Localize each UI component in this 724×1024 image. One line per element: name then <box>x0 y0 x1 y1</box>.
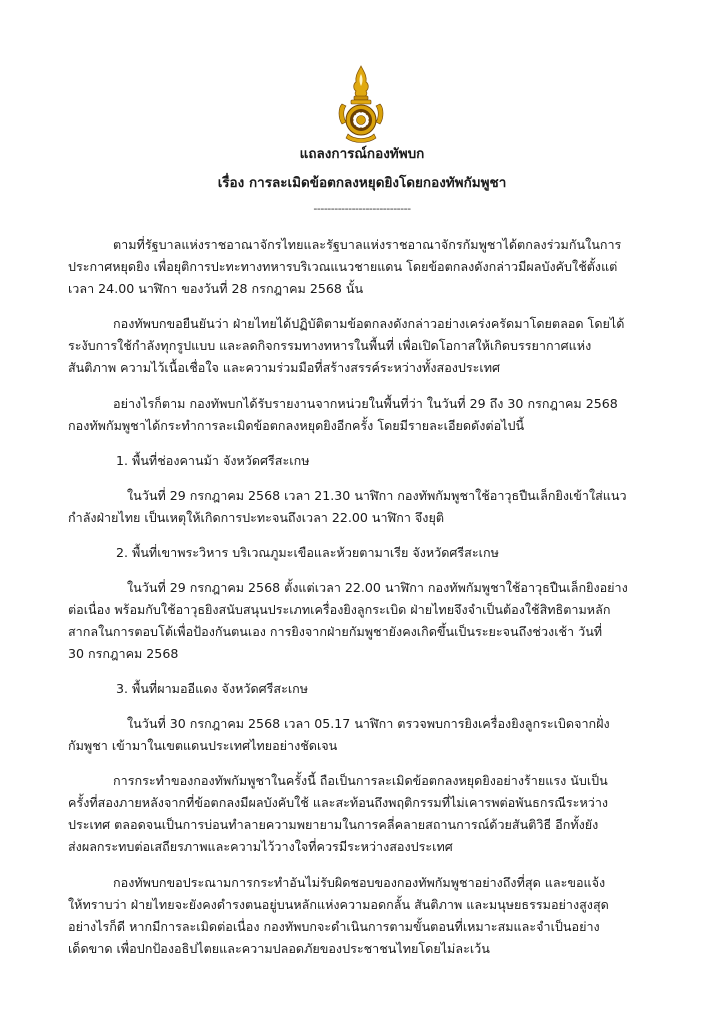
paragraph-line: เวลา 24.00 นาฬิกา ของวันที่ 28 กรกฎาคม 2568 นั้น <box>68 281 364 296</box>
paragraph-line: ในวันที่ 29 กรกฎาคม 2568 ตั้งแต่เวลา 22.00 นาฬิกา กองทัพกัมพูชาใช้อาวุธปืนเล็กยิงอย่าง <box>127 580 628 595</box>
paragraph-line: อย่างไรก็ดี หากมีการละเมิดต่อเนื่อง กองทัพบกจะดำเนินการตามขั้นตอนที่เหมาะสมและจำเป็นอย่าง <box>68 919 600 934</box>
paragraph-line: สากลในการตอบโต้เพื่อป้องกันตนเอง การยิงจากฝ่ายกัมพูชายังคงเกิดขึ้นเป็นระยะจนถึงช่วงเช้า วันที่ <box>68 624 603 639</box>
paragraph-line: ประเทศ ตลอดจนเป็นการบ่อนทำลายความพยายามในการคลี่คลายสถานการณ์ด้วยสันติวิธี อีกทั้งยัง <box>68 817 599 832</box>
paragraph-line: กองทัพกัมพูชาได้กระทำการละเมิดข้อตกลงหยุดยิงอีกครั้ง โดยมีรายละเอียดดังต่อไปนี้ <box>68 418 525 433</box>
paragraph-line: ให้ทราบว่า ฝ่ายไทยจะยังคงดำรงตนอยู่บนหลักแห่งความอดกลั้น สันติภาพ และมนุษยธรรมอย่างสูงสุด <box>68 897 609 912</box>
paragraph-line: ต่อเนื่อง พร้อมกับใช้อาวุธยิงสนับสนุนประเภทเครื่องยิงลูกระเบิด ฝ่ายไทยจึงจำเป็นต้องใช้สิทธิตามหลัก <box>68 602 611 617</box>
paragraph-line: ประกาศหยุดยิง เพื่อยุติการปะทะทางทหารบริเวณแนวชายแดน โดยข้อตกลงดังกล่าวมีผลบังคับใช้ตั้งแต่ <box>68 259 618 274</box>
paragraph-line: อย่างไรก็ตาม กองทัพบกได้รับรายงานจากหน่วยในพื้นที่ว่า ในวันที่ 29 ถึง 30 กรกฎาคม 2568 <box>113 396 618 411</box>
paragraph-line: 30 กรกฎาคม 2568 <box>68 646 179 661</box>
paragraph-line: เด็ดขาด เพื่อปกป้องอธิปไตยและความปลอดภัยของประชาชนไทยโดยไม่ละเว้น <box>68 941 490 956</box>
paragraph-line: การกระทำของกองทัพกัมพูชาในครั้งนี้ ถือเป็นการละเมิดข้อตกลงหยุดยิงอย่างร้ายแรง นับเป็น <box>113 773 608 788</box>
paragraph-line: ระงับการใช้กำลังทุกรูปแบบ และลดกิจกรรมทางทหารในพื้นที่ เพื่อเปิดโอกาสให้เกิดบรรยากาศแห่ง <box>68 338 592 353</box>
paragraph-line: ในวันที่ 29 กรกฎาคม 2568 เวลา 21.30 นาฬิกา กองทัพกัมพูชาใช้อาวุธปืนเล็กยิงเข้าใส่แนว <box>127 488 627 503</box>
paragraph-line: กำลังฝ่ายไทย เป็นเหตุให้เกิดการปะทะจนถึงเวลา 22.00 นาฬิกา จึงยุติ <box>68 510 445 525</box>
subject-title: เรื่อง การละเมิดข้อตกลงหยุดยิงโดยกองทัพกัมพูชา <box>217 175 507 191</box>
paragraph-line: กัมพูชา เข้ามาในเขตแดนประเทศไทยอย่างชัดเจน <box>68 738 338 753</box>
paragraph-line: กองทัพบกขอประณามการกระทำอันไม่รับผิดชอบของกองทัพกัมพูชาอย่างถึงที่สุด และขอแจ้ง <box>113 875 606 890</box>
page-title: แถลงการณ์กองทัพบก <box>299 146 425 162</box>
section-heading: 2. พื้นที่เขาพระวิหาร บริเวณภูมะเขือและห้วยตามาเรีย จังหวัดศรีสะเกษ <box>116 545 499 560</box>
paragraph-line: สันติภาพ ความไว้เนื้อเชื่อใจ และความร่วมมือที่สร้างสรรค์ระหว่างทั้งสองประเทศ <box>68 360 501 375</box>
section-heading: 1. พื้นที่ช่องคานม้า จังหวัดศรีสะเกษ <box>116 453 310 468</box>
divider: ---------------------------- <box>313 202 411 215</box>
royal-thai-army-emblem-icon <box>336 64 386 146</box>
paragraph-line: ครั้งที่สองภายหลังจากที่ข้อตกลงมีผลบังคับใช้ และสะท้อนถึงพฤติกรรมที่ไม่เคารพต่อพันธกรณีระหว่าง <box>68 795 609 810</box>
paragraph-line: กองทัพบกขอยืนยันว่า ฝ่ายไทยได้ปฏิบัติตามข้อตกลงดังกล่าวอย่างเคร่งครัดมาโดยตลอด โดยได้ <box>113 316 625 331</box>
paragraph-line: ในวันที่ 30 กรกฎาคม 2568 เวลา 05.17 นาฬิกา ตรวจพบการยิงเครื่องยิงลูกระเบิดจากฝั่ง <box>127 716 610 731</box>
paragraph-line: ส่งผลกระทบต่อเสถียรภาพและความไว้วางใจที่ควรมีระหว่างสองประเทศ <box>68 839 453 854</box>
section-heading: 3. พื้นที่ผามออีแดง จังหวัดศรีสะเกษ <box>116 681 309 696</box>
paragraph-line: ตามที่รัฐบาลแห่งราชอาณาจักรไทยและรัฐบาลแห่งราชอาณาจักรกัมพูชาได้ตกลงร่วมกันในการ <box>113 237 622 252</box>
